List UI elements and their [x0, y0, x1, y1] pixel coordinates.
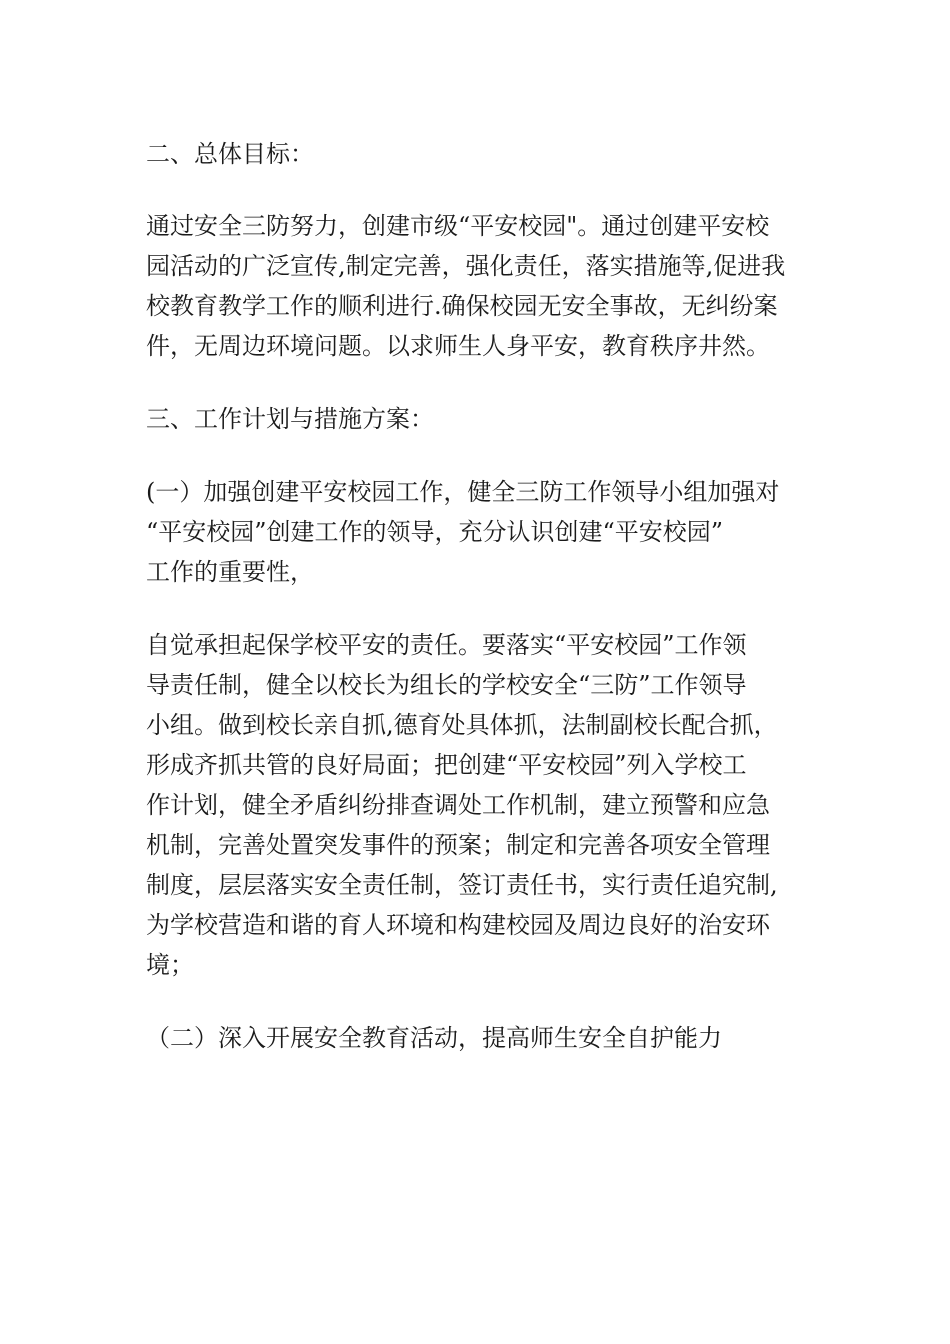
- responsibility-paragraph: [146, 625, 806, 985]
- document-body: [146, 134, 806, 1058]
- section-heading-overall-goal: 二、总体目标：: [146, 140, 314, 168]
- paragraph-line: “平安校园”创建工作的领导，充分认识创建“平安校园”: [146, 518, 724, 546]
- paragraph-line: 园活动的广泛宣传,制定完善，强化责任，落实措施等,促进我: [146, 252, 786, 280]
- paragraph-line: 小组。做到校长亲自抓,德育处具体抓，法制副校长配合抓，: [146, 711, 778, 739]
- paragraph-line: 导责任制，健全以校长为组长的学校安全“三防”工作领导: [146, 671, 747, 699]
- paragraph-line: 作计划，健全矛盾纠纷排查调处工作机制，建立预警和应急: [146, 791, 770, 819]
- section-heading-work-plan: 三、工作计划与措施方案：: [146, 405, 434, 433]
- paragraph-line: 校教育教学工作的顺利进行.确保校园无安全事故，无纠纷案: [146, 292, 778, 320]
- item-2-heading: （二）深入开展安全教育活动，提高师生安全自护能力: [146, 1024, 722, 1052]
- paragraph-line: 通过安全三防努力，创建市级“平安校园"。通过创建平安校: [146, 212, 770, 240]
- goal-paragraph: [146, 206, 806, 366]
- paragraph-line: 境；: [146, 951, 194, 979]
- paragraph-line: 自觉承担起保学校平安的责任。要落实“平安校园”工作领: [146, 631, 747, 659]
- item-1-paragraph: [146, 472, 806, 592]
- paragraph-line: 形成齐抓共管的良好局面；把创建“平安校园”列入学校工: [146, 751, 747, 779]
- paragraph-line: 为学校营造和谐的育人环境和构建校园及周边良好的治安环: [146, 911, 770, 939]
- paragraph-line: 制度，层层落实安全责任制，签订责任书，实行责任追究制,: [146, 871, 778, 899]
- paragraph-line: (一）加强创建平安校园工作，健全三防工作领导小组加强对: [146, 478, 780, 506]
- paragraph-line: 件，无周边环境问题。以求师生人身平安，教育秩序井然。: [146, 332, 770, 360]
- paragraph-line: 机制，完善处置突发事件的预案；制定和完善各项安全管理: [146, 831, 770, 859]
- paragraph-line: 工作的重要性，: [146, 558, 314, 586]
